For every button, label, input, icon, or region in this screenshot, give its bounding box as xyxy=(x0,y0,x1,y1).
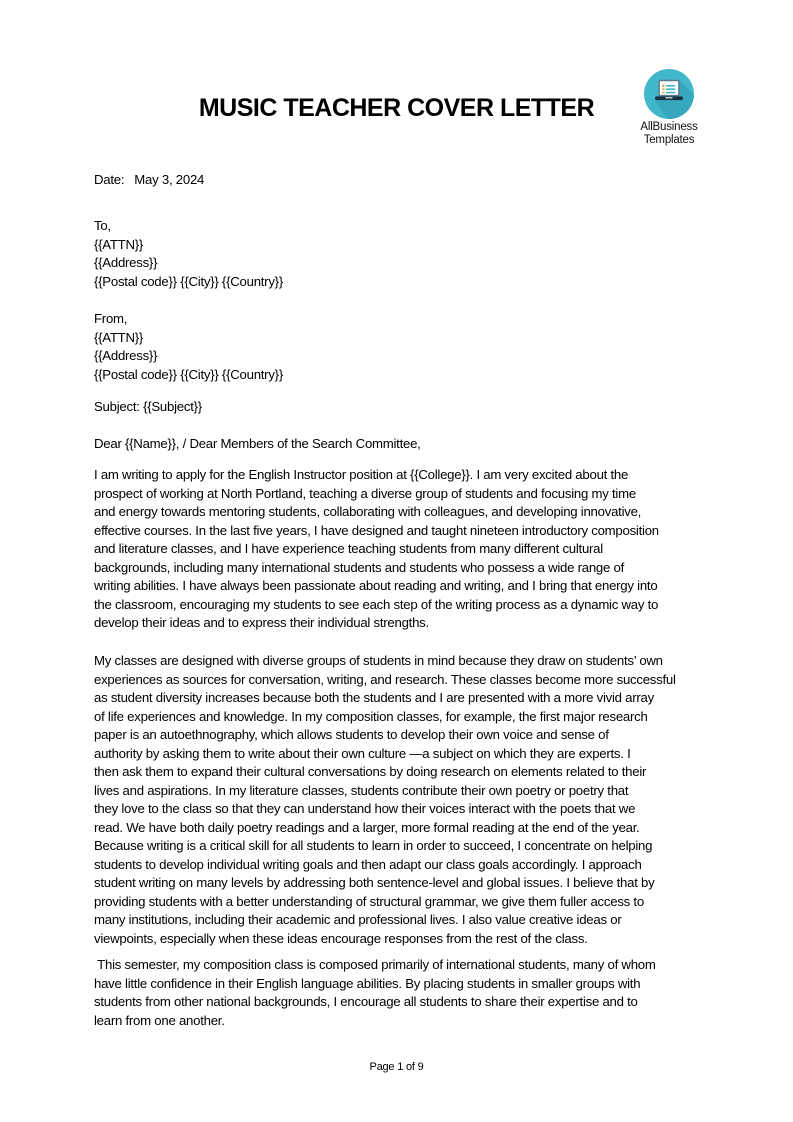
text-line: they love to the class so that they can understand how their voices interact with the poets that we xyxy=(94,801,636,816)
text-line: backgrounds, including many international students and students who possess a wide range of xyxy=(94,559,625,575)
body-paragraph-1 xyxy=(94,466,659,633)
text-line: My classes are designed with diverse groups of students in mind because they draw on students’ own xyxy=(94,653,663,668)
text-line: {{Address}} xyxy=(94,255,158,270)
text-line: then ask them to expand their cultural conversations by doing research on elements related to their xyxy=(94,764,647,779)
text-line: and literature classes, and I have experience teaching students from many different cultural xyxy=(94,541,603,556)
text-line: and energy towards mentoring students, collaborating with colleagues, and developing innovative, xyxy=(94,504,642,519)
text-line: providing students with a better understanding of structural grammar, we give them fuller access to xyxy=(94,893,644,909)
text-line: develop their ideas and to express their individual strengths. xyxy=(94,615,429,630)
text-line: students to develop individual writing goals and then adapt our class goals accordingly. I approach xyxy=(94,856,642,872)
text-line: the classroom, encouraging my students to see each step of the writing process as a dynamic way to xyxy=(94,596,659,612)
text-line: student writing on many levels by addressing both sentence-level and global issues. I believe that by xyxy=(94,875,655,890)
sender-address-block xyxy=(94,310,283,384)
date-line xyxy=(94,171,204,190)
text-line: have little confidence in their English language abilities. By placing students in smaller groups with xyxy=(94,975,641,991)
text-line: {{ATTN}} xyxy=(94,329,144,345)
text-line: effective courses. In the last five years, I have designed and taught nineteen introductory composition xyxy=(94,522,659,538)
body-paragraph-3 xyxy=(94,956,656,1030)
text-line: {{Postal code}} {{City}} {{Country}} xyxy=(94,273,283,289)
laptop-icon xyxy=(644,69,694,119)
text-line: learn from one another. xyxy=(94,1012,225,1028)
text-line: of life experiences and knowledge. In my composition classes, for example, the first major research xyxy=(94,708,648,724)
text-line: experiences as sources for conversation, writing, and research. These classes become more successful xyxy=(94,671,676,687)
text-line: paper is an autoethnography, which allows students to develop their own voice and sense of xyxy=(94,727,609,742)
text-line: many institutions, including their academic and professional lives. I also value creative ideas or xyxy=(94,912,622,927)
date-value: May 3, 2024 xyxy=(134,172,205,187)
page-number: Page 1 of 9 xyxy=(369,1061,424,1073)
text-line: I am writing to apply for the English Instructor position at {{College}}. I am very excited about the xyxy=(94,467,629,482)
body-paragraph-2 xyxy=(94,652,676,948)
text-line: This semester, my composition class is composed primarily of international students, many of whom xyxy=(94,957,656,972)
text-line: read. We have both daily poetry readings and a larger, more formal reading at the end of the year. xyxy=(94,819,640,835)
text-line: {{Postal code}} {{City}} {{Country}} xyxy=(94,366,283,382)
text-line: viewpoints, especially when these ideas encourage responses from the rest of the class. xyxy=(94,930,588,946)
subject-line: Subject: {{Subject}} xyxy=(94,399,202,414)
text-line: authority by asking them to write about their own culture —a subject on which they are experts. I xyxy=(94,745,631,761)
text-line: {{ATTN}} xyxy=(94,236,144,252)
page-title: MUSIC TEACHER COVER LETTER xyxy=(198,94,595,122)
date-label: Date: xyxy=(94,172,125,187)
brand-line-2: Templates xyxy=(643,134,695,146)
text-line: prospect of working at North Portland, teaching a diverse group of students and focusing my time xyxy=(94,485,636,501)
brand-logo xyxy=(630,69,708,147)
brand-line-1: AllBusiness xyxy=(640,121,698,133)
brand-name xyxy=(630,121,708,147)
text-line: From, xyxy=(94,311,128,326)
text-line: Because writing is a critical skill for all students to learn in order to succeed, I concentrate on helping xyxy=(94,838,653,853)
text-line: lives and aspirations. In my literature classes, students contribute their own poetry or poetry that xyxy=(94,782,629,798)
text-line: writing abilities. I have always been passionate about reading and writing, and I bring that energy into xyxy=(94,578,658,593)
recipient-address-block xyxy=(94,217,283,291)
laptop-glyph xyxy=(655,80,683,100)
text-line: as student diversity increases because both the students and I are presented with a more vivid array xyxy=(94,690,654,705)
text-line: {{Address}} xyxy=(94,348,158,363)
salutation-line: Dear {{Name}}, / Dear Members of the Search Committee, xyxy=(94,436,421,451)
text-line: students from other national backgrounds, I encourage all students to share their expertise and to xyxy=(94,994,638,1009)
text-line: To, xyxy=(94,218,111,233)
